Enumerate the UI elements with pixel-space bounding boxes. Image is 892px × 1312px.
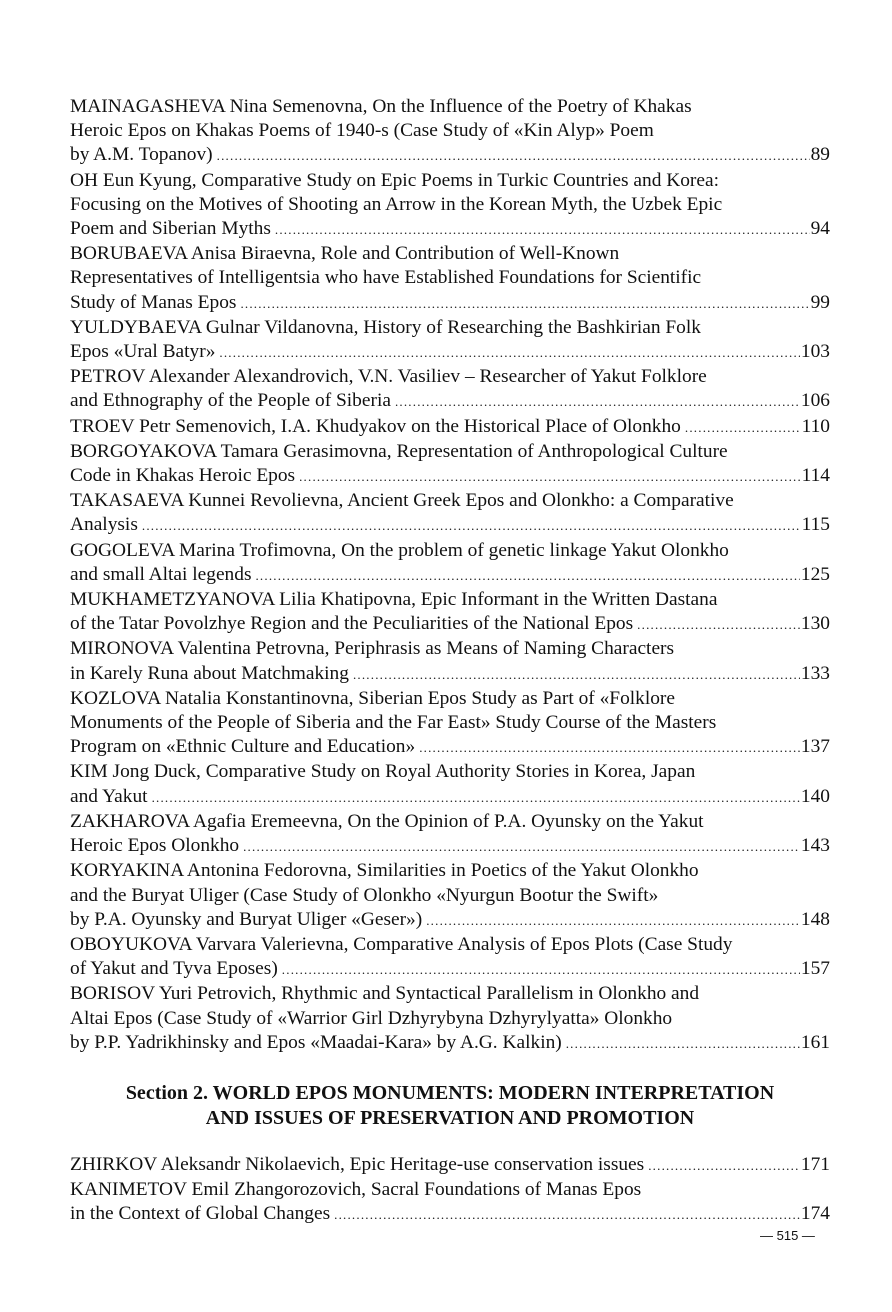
- toc-entry-text: Heroic Epos Olonkho: [70, 835, 240, 857]
- toc-entry-line: KORYAKINA Antonina Fedorovna, Similarities in Poetics of the Yakut Olonkho: [70, 860, 699, 882]
- toc-entry-line: MIRONOVA Valentina Petrovna, Periphrasis as Means of Naming Characters: [70, 638, 675, 660]
- toc-section-1-entries: [70, 95, 830, 1056]
- toc-entry-line: Heroic Epos on Khakas Poems of 1940-s (Case Study of «Kin Alyp» Poem: [70, 120, 654, 142]
- toc-entry-last-line: [70, 908, 830, 933]
- toc-entry: [70, 933, 830, 982]
- toc-entry-text: Code in Khakas Heroic Epos: [70, 465, 296, 487]
- dot-leader: [142, 514, 801, 538]
- dot-leader: [255, 564, 799, 588]
- toc-entry: [70, 489, 830, 538]
- toc-page-number: 106: [800, 390, 830, 412]
- toc-page-number: 148: [800, 908, 830, 930]
- toc-entry-line: KIM Jong Duck, Comparative Study on Royal Authority Stories in Korea, Japan: [70, 761, 696, 783]
- toc-entry: [70, 365, 830, 414]
- toc-entry-last-line: [70, 1202, 830, 1227]
- toc-section-2-entries: [70, 1153, 830, 1228]
- dot-leader: [243, 835, 800, 859]
- toc-entry-line: TAKASAEVA Kunnei Revolievna, Ancient Greek Epos and Olonkho: a Comparative: [70, 490, 734, 512]
- toc-entry-last-line: [70, 612, 830, 637]
- toc-entry: [70, 687, 830, 761]
- toc-entry-line: BORGOYAKOVA Tamara Gerasimovna, Representation of Anthropological Culture: [70, 440, 728, 462]
- toc-page-number: 143: [800, 835, 830, 857]
- toc-page-number: 130: [800, 613, 830, 635]
- dot-leader: [637, 613, 800, 637]
- toc-entry: [70, 982, 830, 1056]
- toc-page-number: 125: [800, 563, 830, 585]
- toc-entry-last-line: [70, 415, 830, 440]
- toc-entry-line: BORISOV Yuri Petrovich, Rhythmic and Syntactical Parallelism in Olonkho and: [70, 983, 700, 1005]
- toc-entry: [70, 316, 830, 365]
- toc-entry-line: Focusing on the Motives of Shooting an Arrow in the Korean Myth, the Uzbek Epic: [70, 193, 723, 215]
- toc-entry-text: Analysis: [70, 514, 138, 536]
- toc-entry-text: by P.A. Oyunsky and Buryat Uliger «Geser»): [70, 908, 423, 930]
- toc-page-number: 171: [800, 1153, 830, 1175]
- toc-entry: [70, 637, 830, 686]
- toc-page-number: 115: [801, 514, 830, 536]
- dot-leader: [419, 736, 800, 760]
- toc-entry-last-line: [70, 662, 830, 687]
- toc-entry-line: OH Eun Kyung, Comparative Study on Epic Poems in Turkic Countries and Korea:: [70, 169, 719, 191]
- toc-entry-text: ZHIRKOV Aleksandr Nikolaevich, Epic Heritage-use conservation issues: [70, 1153, 645, 1175]
- toc-entry-last-line: [70, 143, 830, 168]
- dot-leader: [426, 909, 800, 933]
- toc-entry-last-line: [70, 513, 830, 538]
- dot-leader: [282, 958, 800, 982]
- toc-entry-text: of the Tatar Povolzhye Region and the Peculiarities of the National Epos: [70, 613, 634, 635]
- toc-entry: [70, 810, 830, 859]
- toc-entry: [70, 760, 830, 809]
- toc-entry-last-line: [70, 217, 830, 242]
- toc-entry: [70, 539, 830, 588]
- dot-leader: [152, 786, 800, 810]
- table-of-contents: [70, 95, 830, 1228]
- toc-entry-text: by P.P. Yadrikhinsky and Epos «Maadai-Kara» by A.G. Kalkin): [70, 1031, 562, 1053]
- toc-entry-last-line: [70, 735, 830, 760]
- toc-entry: [70, 415, 830, 440]
- toc-page-number: 174: [800, 1203, 830, 1225]
- toc-entry-last-line: [70, 957, 830, 982]
- toc-page-number: 157: [800, 958, 830, 980]
- toc-entry-text: Study of Manas Epos: [70, 291, 237, 313]
- toc-entry: [70, 859, 830, 933]
- toc-entry-last-line: [70, 1153, 830, 1178]
- toc-entry-line: KANIMETOV Emil Zhangorozovich, Sacral Foundations of Manas Epos: [70, 1179, 642, 1201]
- section-heading: [70, 1081, 830, 1131]
- toc-page-number: 161: [800, 1031, 830, 1053]
- toc-entry-line: MUKHAMETZYANOVA Lilia Khatipovna, Epic Informant in the Written Dastana: [70, 589, 718, 611]
- toc-entry: [70, 440, 830, 489]
- toc-entry-last-line: [70, 834, 830, 859]
- toc-entry-last-line: [70, 389, 830, 414]
- toc-entry: [70, 1178, 830, 1227]
- toc-entry-last-line: [70, 464, 830, 489]
- toc-entry-text: in the Context of Global Changes: [70, 1203, 331, 1225]
- dot-leader: [299, 465, 801, 489]
- toc-entry-last-line: [70, 291, 830, 316]
- toc-page-number: 103: [800, 341, 830, 363]
- toc-entry-text: TROEV Petr Semenovich, I.A. Khudyakov on the Historical Place of Olonkho: [70, 415, 681, 437]
- toc-entry-text: Poem and Siberian Myths: [70, 218, 271, 240]
- section-heading-line-1: Section 2. WORLD EPOS MONUMENTS: MODERN INTERPRETATION: [125, 1081, 775, 1104]
- toc-entry: [70, 242, 830, 316]
- toc-entry-line: GOGOLEVA Marina Trofimovna, On the problem of genetic linkage Yakut Olonkho: [70, 539, 729, 561]
- dot-leader: [395, 390, 800, 414]
- dot-leader: [353, 663, 800, 687]
- toc-entry-line: KOZLOVA Natalia Konstantinovna, Siberian Epos Study as Part of «Folklore: [70, 687, 675, 709]
- toc-entry-last-line: [70, 563, 830, 588]
- toc-entry-last-line: [70, 1031, 830, 1056]
- toc-page-number: 89: [810, 144, 830, 166]
- dot-leader: [685, 416, 801, 440]
- toc-entry-line: Altai Epos (Case Study of «Warrior Girl Dzhyrybyna Dzhyrylyatta» Olonkho: [70, 1007, 673, 1029]
- dot-leader: [217, 144, 810, 168]
- toc-entry-line: Monuments of the People of Siberia and the Far East» Study Course of the Masters: [70, 712, 717, 734]
- dot-leader: [240, 292, 809, 316]
- toc-entry-text: of Yakut and Tyva Eposes): [70, 958, 278, 980]
- toc-entry: [70, 95, 830, 169]
- toc-entry-line: ZAKHAROVA Agafia Eremeevna, On the Opinion of P.A. Oyunsky on the Yakut: [70, 810, 704, 832]
- toc-entry: [70, 169, 830, 243]
- toc-entry-last-line: [70, 340, 830, 365]
- toc-entry-line: BORUBAEVA Anisa Biraevna, Role and Contribution of Well-Known: [70, 243, 620, 265]
- dot-leader: [275, 218, 810, 242]
- toc-entry-line: OBOYUKOVA Varvara Valerievna, Comparative Analysis of Epos Plots (Case Study: [70, 933, 733, 955]
- toc-page-number: 114: [801, 465, 830, 487]
- toc-entry-text: Epos «Ural Batyr»: [70, 341, 216, 363]
- dot-leader: [334, 1203, 800, 1227]
- toc-entry-text: and Yakut: [70, 785, 148, 807]
- toc-entry-line: MAINAGASHEVA Nina Semenovna, On the Influence of the Poetry of Khakas: [70, 96, 692, 117]
- toc-entry-line: PETROV Alexander Alexandrovich, V.N. Vasiliev – Researcher of Yakut Folklore: [70, 366, 707, 388]
- toc-page-number: 133: [800, 662, 830, 684]
- dot-leader: [648, 1154, 800, 1178]
- toc-entry-text: and small Altai legends: [70, 563, 252, 585]
- toc-entry-text: by A.M. Topanov): [70, 144, 213, 166]
- toc-entry-line: YULDYBAEVA Gulnar Vildanovna, History of Researching the Bashkirian Folk: [70, 316, 701, 338]
- toc-entry-line: Representatives of Intelligentsia who have Established Foundations for Scientific: [70, 267, 702, 289]
- section-heading-line-2: AND ISSUES OF PRESERVATION AND PROMOTION: [205, 1106, 695, 1129]
- toc-entry-text: Program on «Ethnic Culture and Education»: [70, 736, 416, 758]
- toc-entry: [70, 1153, 830, 1178]
- toc-page-number: 140: [800, 785, 830, 807]
- page-number: — 515 —: [760, 1228, 815, 1243]
- toc-entry-last-line: [70, 785, 830, 810]
- dot-leader: [566, 1032, 800, 1056]
- toc-entry-text: in Karely Runa about Matchmaking: [70, 662, 349, 684]
- toc-entry: [70, 588, 830, 637]
- dot-leader: [219, 341, 800, 365]
- toc-page-number: 94: [810, 218, 830, 240]
- toc-page-number: 99: [810, 291, 830, 313]
- toc-entry-line: and the Buryat Uliger (Case Study of Olonkho «Nyurgun Bootur the Swift»: [70, 884, 659, 906]
- toc-page-number: 137: [800, 736, 830, 758]
- toc-page-number: 110: [801, 415, 830, 437]
- toc-entry-text: and Ethnography of the People of Siberia: [70, 390, 391, 412]
